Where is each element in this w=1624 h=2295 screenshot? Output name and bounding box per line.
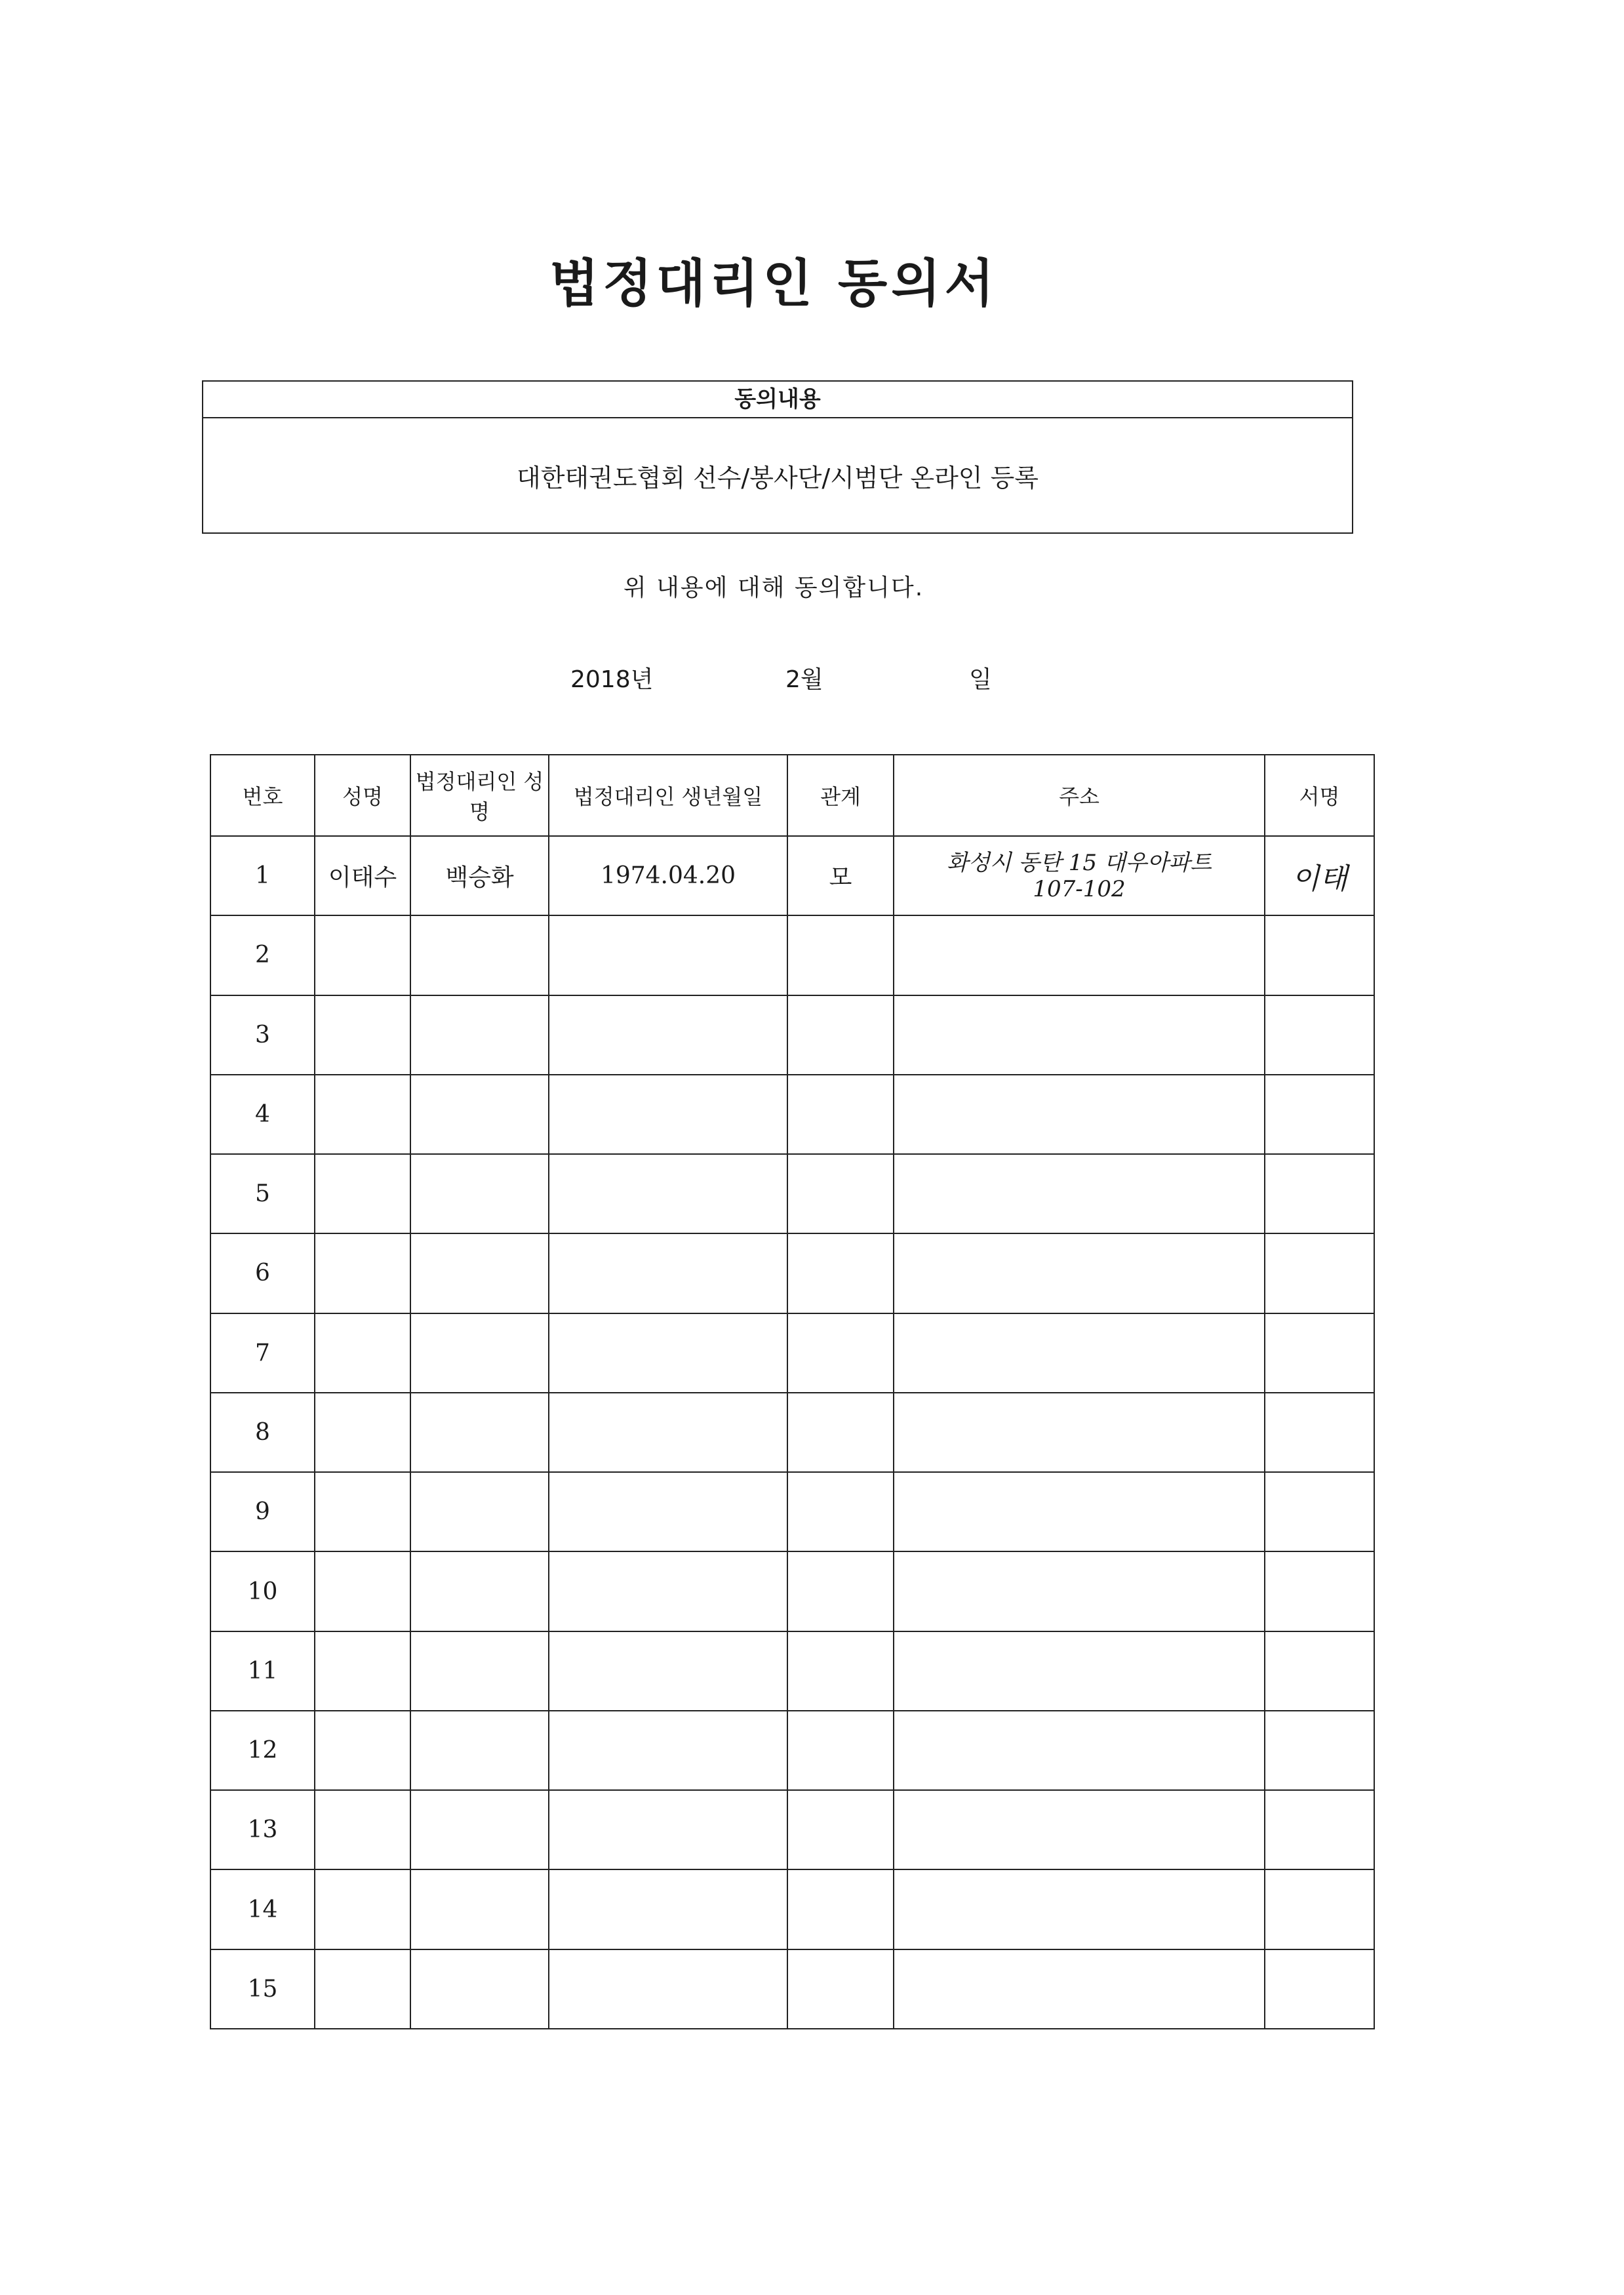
address-cell [894, 1075, 1265, 1154]
guardian-name-cell [410, 1711, 549, 1790]
row-number-cell: 3 [210, 995, 315, 1075]
guardian-birthdate-cell [549, 1869, 787, 1949]
student-name-cell [315, 915, 410, 995]
relation-cell [787, 995, 894, 1075]
student-name-cell [315, 1949, 410, 2029]
signature-cell [1265, 1075, 1374, 1154]
guardian-name-cell [410, 1949, 549, 2029]
consent-box [202, 380, 1353, 534]
guardian-name-cell: 백승화 [410, 836, 549, 915]
signature-cell [1265, 995, 1374, 1075]
student-name-cell [315, 1551, 410, 1631]
row-number-cell: 4 [210, 1075, 315, 1154]
address-cell [894, 1631, 1265, 1711]
header-address: 주소 [894, 755, 1265, 836]
row-number-cell: 10 [210, 1551, 315, 1631]
address-cell [894, 915, 1265, 995]
consent-content: 대한태권도협회 선수/봉사단/시범단 온라인 등록 [516, 464, 1039, 492]
guardian-birthdate-cell [549, 1154, 787, 1233]
relation-cell [787, 1393, 894, 1472]
address-cell [894, 1790, 1265, 1869]
guardian-birthdate-cell [549, 1949, 787, 2029]
signature-cell [1265, 1393, 1374, 1472]
signature-cell [1265, 1472, 1374, 1551]
signature-cell [1265, 1313, 1374, 1393]
table-row [210, 1075, 1374, 1154]
guardian-birthdate-cell [549, 1313, 787, 1393]
header-guardian-name: 법정대리인 성명 [410, 755, 549, 836]
signature-cell [1265, 1154, 1374, 1233]
signature-cell [1265, 915, 1374, 995]
row-number-cell: 8 [210, 1393, 315, 1472]
guardian-birthdate-cell: 1974.04.20 [549, 836, 787, 915]
guardian-birthdate-cell [549, 1551, 787, 1631]
student-name-cell [315, 1631, 410, 1711]
student-name-cell [315, 995, 410, 1075]
signature-cell [1265, 1869, 1374, 1949]
guardian-birthdate-cell [549, 1711, 787, 1790]
guardian-birthdate-cell [549, 1233, 787, 1313]
signature-cell [1265, 1790, 1374, 1869]
row-number-cell: 11 [210, 1631, 315, 1711]
guardian-name-cell [410, 1631, 549, 1711]
relation-cell [787, 1631, 894, 1711]
student-name-cell [315, 1472, 410, 1551]
table-row [210, 995, 1374, 1075]
header-no: 번호 [210, 755, 315, 836]
guardian-birthdate-cell [549, 915, 787, 995]
guardian-birthdate-cell [549, 995, 787, 1075]
signature-cell [1265, 1949, 1374, 2029]
row-number-cell: 1 [210, 836, 315, 915]
guardian-birthdate-cell [549, 1393, 787, 1472]
guardian-name-cell [410, 995, 549, 1075]
student-name-cell [315, 1869, 410, 1949]
relation-cell [787, 1233, 894, 1313]
student-name-cell [315, 1233, 410, 1313]
relation-cell [787, 1869, 894, 1949]
guardian-name-cell [410, 1313, 549, 1393]
address-handwritten: 화성시 동탄 15 대우아파트 [946, 849, 1212, 876]
address-cell [894, 1949, 1265, 2029]
handwritten-signature: 이태 [1291, 862, 1347, 896]
address-cell [894, 1869, 1265, 1949]
table-row [210, 836, 1374, 915]
row-number-cell: 15 [210, 1949, 315, 2029]
row-number-cell: 9 [210, 1472, 315, 1551]
date-year: 2018년 [570, 666, 654, 693]
table-row [210, 1551, 1374, 1631]
address-cell [894, 1154, 1265, 1233]
guardian-birthdate-cell [549, 1790, 787, 1869]
student-name-cell: 이태수 [315, 836, 410, 915]
relation-cell [787, 1790, 894, 1869]
signature-cell [1265, 1233, 1374, 1313]
header-name: 성명 [315, 755, 410, 836]
student-name-cell [315, 1393, 410, 1472]
relation-cell [787, 915, 894, 995]
address-unit-handwritten: 107-102 [1033, 875, 1126, 902]
address-cell [894, 1711, 1265, 1790]
address-cell [894, 1313, 1265, 1393]
document-title: 법정대리인 동의서 [549, 254, 998, 313]
guardian-birthdate-cell [549, 1075, 787, 1154]
table-row [210, 1472, 1374, 1551]
table-row [210, 1393, 1374, 1472]
relation-cell [787, 1949, 894, 2029]
consent-header: 동의내용 [203, 382, 1352, 418]
header-relation: 관계 [787, 755, 894, 836]
header-guardian-birth: 법정대리인 생년월일 [549, 755, 787, 836]
relation-cell [787, 1472, 894, 1551]
signature-cell [1265, 836, 1374, 915]
header-signature: 서명 [1265, 755, 1374, 836]
row-number-cell: 2 [210, 915, 315, 995]
row-number-cell: 7 [210, 1313, 315, 1393]
student-name-cell [315, 1075, 410, 1154]
guardian-name-cell [410, 1869, 549, 1949]
guardian-name-cell [410, 1075, 549, 1154]
row-number-cell: 5 [210, 1154, 315, 1233]
table-row [210, 1233, 1374, 1313]
agreement-statement: 위 내용에 대해 동의합니다. [623, 574, 924, 601]
relation-cell [787, 1551, 894, 1631]
relation-cell [787, 1313, 894, 1393]
row-number-cell: 13 [210, 1790, 315, 1869]
student-name-cell [315, 1313, 410, 1393]
signature-cell [1265, 1551, 1374, 1631]
table-row [210, 1313, 1374, 1393]
student-name-cell [315, 1790, 410, 1869]
table-row [210, 1790, 1374, 1869]
relation-cell [787, 1711, 894, 1790]
date-month: 2월 [785, 666, 823, 693]
signature-cell [1265, 1711, 1374, 1790]
address-cell [894, 1233, 1265, 1313]
table-header-row [210, 755, 1374, 836]
table-row [210, 1711, 1374, 1790]
guardian-name-cell [410, 1790, 549, 1869]
row-number-cell: 6 [210, 1233, 315, 1313]
table-row [210, 915, 1374, 995]
guardian-birthdate-cell [549, 1472, 787, 1551]
guardian-name-cell [410, 1551, 549, 1631]
student-name-cell [315, 1154, 410, 1233]
guardian-birthdate-cell [549, 1631, 787, 1711]
guardian-name-cell [410, 915, 549, 995]
table-row [210, 1869, 1374, 1949]
table-row [210, 1154, 1374, 1233]
registration-table [210, 754, 1375, 2029]
guardian-name-cell [410, 1393, 549, 1472]
guardian-name-cell [410, 1472, 549, 1551]
date-day: 일 [969, 666, 992, 693]
table-row [210, 1949, 1374, 2029]
row-number-cell: 14 [210, 1869, 315, 1949]
signature-cell [1265, 1631, 1374, 1711]
row-number-cell: 12 [210, 1711, 315, 1790]
guardian-name-cell [410, 1154, 549, 1233]
address-cell [894, 836, 1265, 915]
address-cell [894, 1393, 1265, 1472]
address-cell [894, 1472, 1265, 1551]
guardian-name-cell [410, 1233, 549, 1313]
relation-cell [787, 1075, 894, 1154]
address-cell [894, 995, 1265, 1075]
relation-cell: 모 [787, 836, 894, 915]
address-cell [894, 1551, 1265, 1631]
table-row [210, 1631, 1374, 1711]
student-name-cell [315, 1711, 410, 1790]
relation-cell [787, 1154, 894, 1233]
